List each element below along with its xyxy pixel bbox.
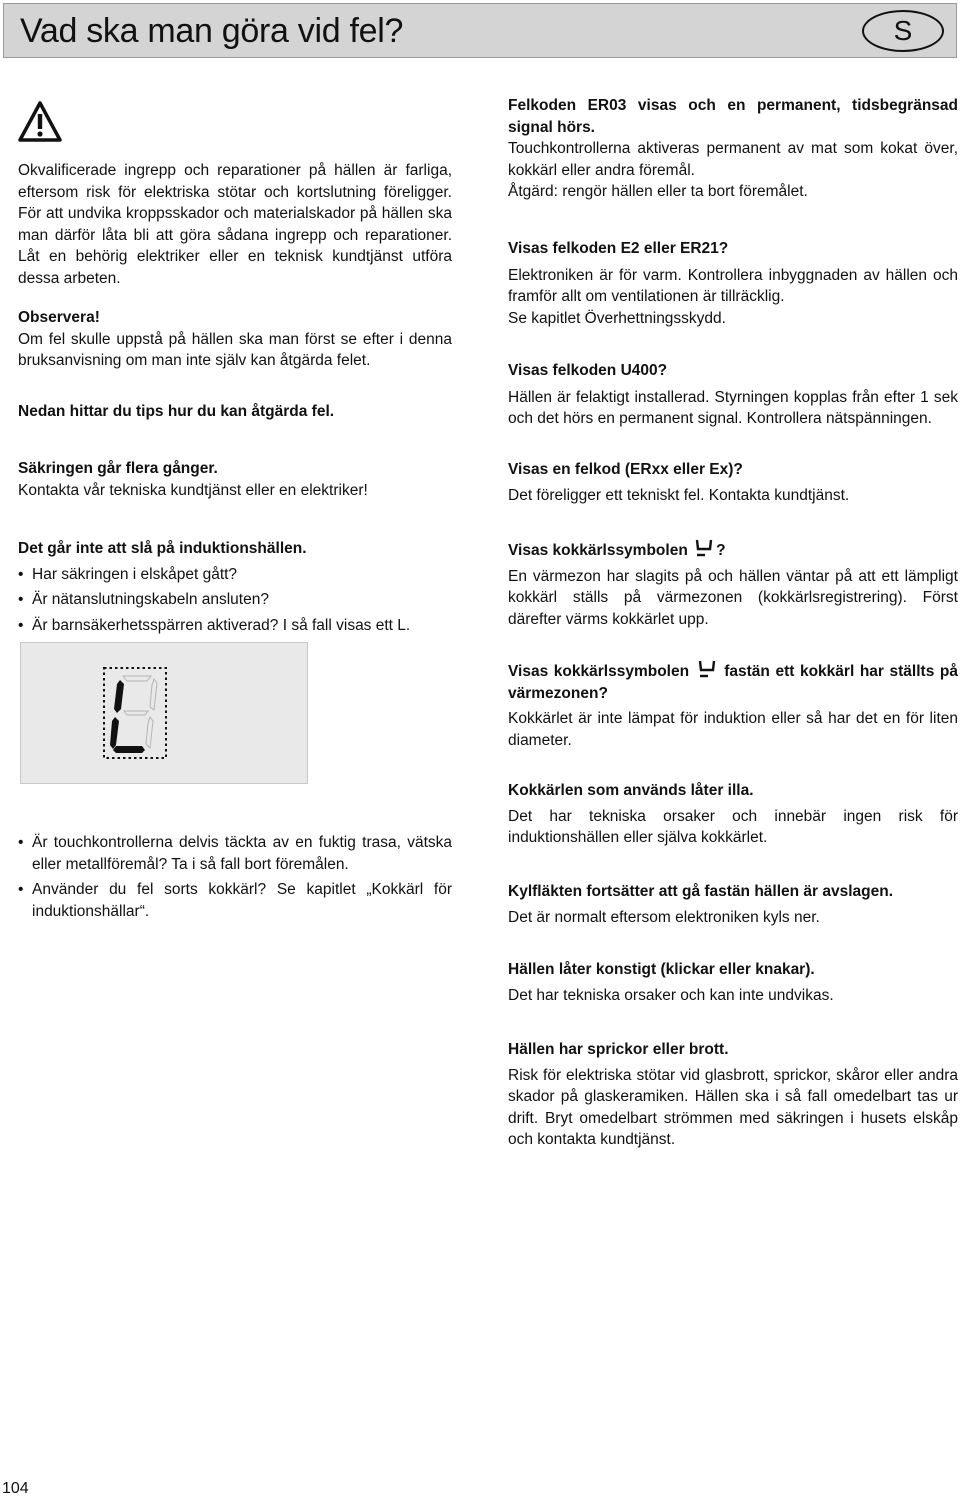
noswitch-list xyxy=(18,564,452,637)
heading-part: Visas kokkärlssymbolen xyxy=(508,663,695,680)
e2-reference: Se kapitlet Överhettningsskydd. xyxy=(508,309,726,327)
pot-symbol-placed-heading xyxy=(508,659,958,704)
pot-symbol-placed-text: Kokkärlet är inte lämpat för induktion eller så har det en för liten diameter. xyxy=(508,710,958,749)
crack-text: Risk för elektriska stötar vid glasbrott, sprickor, skåror eller andra skador på glaskeramiken. Hällen ska i så fall omedelbart tas ur drift. Bryt omedelbart strömmen med säkringen i husets elskåp och kontakta kundtjänst. xyxy=(508,1066,958,1148)
noisy-text: Det har tekniska orsaker och innebär ingen risk för induktionshällen eller själva kokkärlet. xyxy=(508,807,958,846)
tips-heading: Nedan hittar du tips hur du kan åtgärda fel. xyxy=(18,403,335,420)
warning-text: Okvalificerade ingrepp och reparationer på hällen är farliga, eftersom risk för elektriska stötar och kortslutning föreligger. För att undvika kroppsskador och materialskador på hällen ska man därför låta bli att göra sådana ingrepp och reparationer. Låt en behörig elektriker eller en teknisk kundtjänst utföra dessa arbeten. xyxy=(18,162,452,287)
heading-part: ? xyxy=(716,542,726,559)
list-item: • Har säkringen i elskåpet gått? xyxy=(18,564,452,586)
click-heading: Hällen låter konstigt (klickar eller knakar). xyxy=(508,961,815,978)
page-number: 104 xyxy=(2,1480,29,1497)
u400-text: Hällen är felaktigt installerad. Styrningen kopplas från efter 1 sek och det hörs en permanent signal. Kontrollera nätspänningen. xyxy=(508,388,958,427)
list-item: • Är nätanslutningskabeln ansluten? xyxy=(18,589,452,611)
noswitch-heading: Det går inte att slå på induktionshällen. xyxy=(18,540,307,557)
crack-heading: Hällen har sprickor eller brott. xyxy=(508,1041,729,1058)
click-text: Det har tekniska orsaker och kan inte undvikas. xyxy=(508,986,834,1004)
fan-text: Det är normalt eftersom elektroniken kyls ner. xyxy=(508,908,820,926)
warning-triangle-icon xyxy=(18,100,62,144)
er03-action: Åtgärd: rengör hällen eller ta bort föremålet. xyxy=(508,183,808,200)
e2-text: Elektroniken är för varm. Kontrollera inbyggnaden av hällen och framför allt om ventilationen är tillräcklig. xyxy=(508,266,958,305)
er03-text: Touchkontrollerna aktiveras permanent av mat som kokat över, kokkärl eller andra föremål. xyxy=(508,140,958,179)
list-item: • Använder du fel sorts kokkärl? Se kapitlet „Kokkärl för induktionshällar“. xyxy=(18,879,452,922)
heading-part: Visas kokkärlssymbolen xyxy=(508,542,693,559)
display-figure xyxy=(20,642,308,784)
erxx-heading: Visas en felkod (ERxx eller Ex)? xyxy=(508,461,743,478)
pot-symbol-text: En värmezon har slagits på och hällen väntar på att ett lämpligt kokkärl ställs på värmezonen (kokkärlsregistrering). Först därefter värms kokkärlet upp. xyxy=(508,567,958,628)
observera-heading: Observera! xyxy=(18,309,100,326)
page-title: Vad ska man göra vid fel? xyxy=(20,12,404,50)
e2-heading: Visas felkoden E2 eller ER21? xyxy=(508,240,729,257)
fuse-heading: Säkringen går flera gånger. xyxy=(18,460,218,477)
language-badge: S xyxy=(862,10,944,52)
list-item: • Är barnsäkerhetsspärren aktiverad? I så fall visas ett L. xyxy=(18,615,452,637)
page-header xyxy=(3,3,957,58)
heading-part: fastän ett kokkärl har ställts på värmezonen? xyxy=(508,663,958,702)
fan-heading: Kylfläkten fortsätter att gå fastän hällen är avslagen. xyxy=(508,883,894,900)
erxx-text: Det föreligger ett tekniskt fel. Kontakta kundtjänst. xyxy=(508,486,850,504)
cookware-symbol-icon xyxy=(692,538,716,558)
more-checks-list xyxy=(18,832,452,922)
u400-heading: Visas felkoden U400? xyxy=(508,362,668,379)
fuse-text: Kontakta vår tekniska kundtjänst eller en elektriker! xyxy=(18,481,368,499)
er03-heading: Felkoden ER03 visas och en permanent, tidsbegränsad signal hörs. xyxy=(508,97,958,136)
noisy-heading: Kokkärlen som används låter illa. xyxy=(508,782,754,799)
observera-text: Om fel skulle uppstå på hällen ska man först se efter i denna bruksanvisning om man inte själv kan åtgärda felet. xyxy=(18,330,452,369)
pot-symbol-heading xyxy=(508,538,958,562)
list-item: • Är touchkontrollerna delvis täckta av en fuktig trasa, vätska eller metallföremål? Ta i så fall bort föremålen. xyxy=(18,832,452,875)
cookware-symbol-icon xyxy=(695,659,719,679)
child-lock-display-L-icon xyxy=(102,666,168,760)
